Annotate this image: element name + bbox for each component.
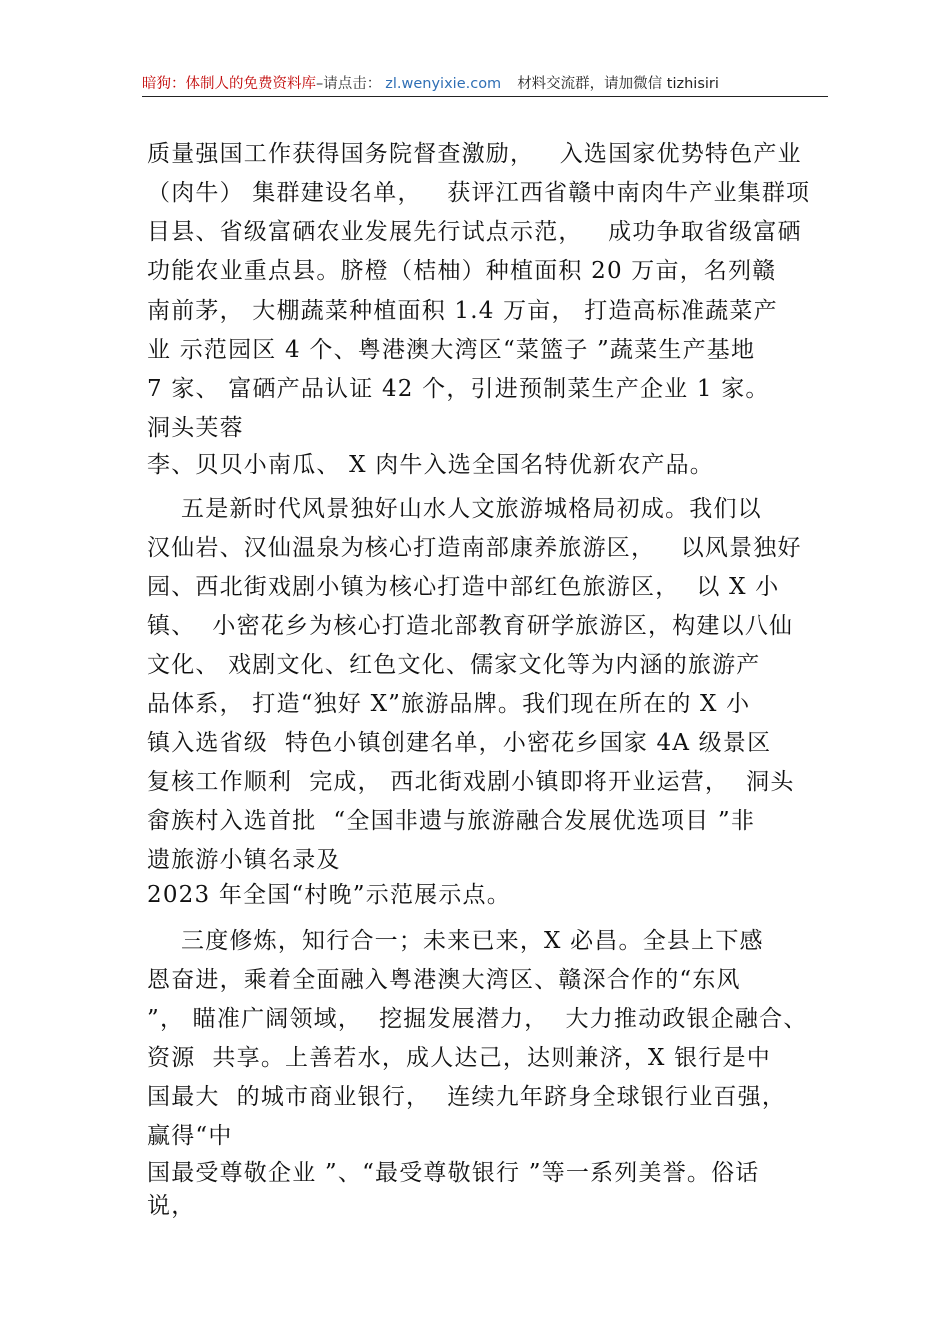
body-line: 三度修炼，知行合一；未来已来，X 必昌。全县上下感 xyxy=(147,928,764,954)
header-brand: 暗狗：体制人的免费资料库 xyxy=(142,76,316,92)
body-line: 功能农业重点县。脐橙（桔柚）种植面积 20 万亩，名列赣 xyxy=(147,258,777,284)
body-line: 李、贝贝小南瓜、 X 肉牛入选全国名特优新农产品。 xyxy=(147,452,714,478)
body-line: 质量强国工作获得国务院督查激励， 入选国家优势特色产业 xyxy=(147,141,802,167)
body-line: 镇、 小密花乡为核心打造北部教育研学旅游区，构建以八仙 xyxy=(147,613,794,639)
body-line: 园、西北街戏剧小镇为核心打造中部红色旅游区， 以 X 小 xyxy=(147,574,780,600)
body-line: 文化、 戏剧文化、红色文化、儒家文化等为内涵的旅游产 xyxy=(147,652,761,678)
body-line: 2023 年全国“村晚”示范展示点。 xyxy=(147,882,511,908)
body-line: 品体系， 打造“独好 X”旅游品牌。我们现在所在的 X 小 xyxy=(147,691,751,717)
body-line: 镇入选省级 特色小镇创建名单，小密花乡国家 4A 级景区 xyxy=(147,730,772,756)
body-line: 畲族村入选首批 “全国非遗与旅游融合发展优选项目 ”非 xyxy=(147,808,756,834)
body-line: 目县、省级富硒农业发展先行试点示范， 成功争取省级富硒 xyxy=(147,219,802,245)
body-line: 国最大 的城市商业银行， 连续九年跻身全球银行业百强， xyxy=(147,1084,787,1110)
header-url-link[interactable]: zl.wenyixie.com xyxy=(385,76,502,92)
body-line: ”， 瞄准广阔领域， 挖掘发展潜力， 大力推动政银企融合、 xyxy=(147,1006,808,1032)
header-note: 材料交流群，请加微信 tizhisiri xyxy=(517,76,719,92)
body-line: 国最受尊敬企业 ”、“最受尊敬银行 ”等一系列美誉。俗话 xyxy=(147,1160,760,1186)
body-line: （肉牛） 集群建设名单， 获评江西省赣中南肉牛产业集群项 xyxy=(147,180,811,206)
body-line: 赢得“中 xyxy=(147,1123,233,1149)
body-line: 复核工作顺利 完成， 西北街戏剧小镇即将开业运营， 洞头 xyxy=(147,769,795,795)
body-line: 南前茅， 大棚蔬菜种植面积 1.4 万亩， 打造高标准蔬菜产 xyxy=(147,298,778,324)
body-line: 说， xyxy=(147,1193,196,1219)
header-separator: –请点击： xyxy=(316,76,382,92)
body-line: 恩奋进，乘着全面融入粤港澳大湾区、赣深合作的“东风 xyxy=(147,967,741,993)
page-header xyxy=(142,72,828,97)
body-line: 五是新时代风景独好山水人文旅游城格局初成。我们以 xyxy=(147,496,762,522)
body-line: 遗旅游小镇名录及 xyxy=(147,847,341,873)
body-line: 7 家、 富硒产品认证 42 个，引进预制菜生产企业 1 家。 xyxy=(147,376,770,402)
body-line: 业 示范园区 4 个、粤港澳大湾区“菜篮子 ”蔬菜生产基地 xyxy=(147,337,756,363)
body-line: 汉仙岩、汉仙温泉为核心打造南部康养旅游区， 以风景独好 xyxy=(147,535,802,561)
body-line: 资源 共享。上善若水，成人达己，达则兼济，X 银行是中 xyxy=(147,1045,771,1071)
body-line: 洞头芙蓉 xyxy=(147,415,244,441)
